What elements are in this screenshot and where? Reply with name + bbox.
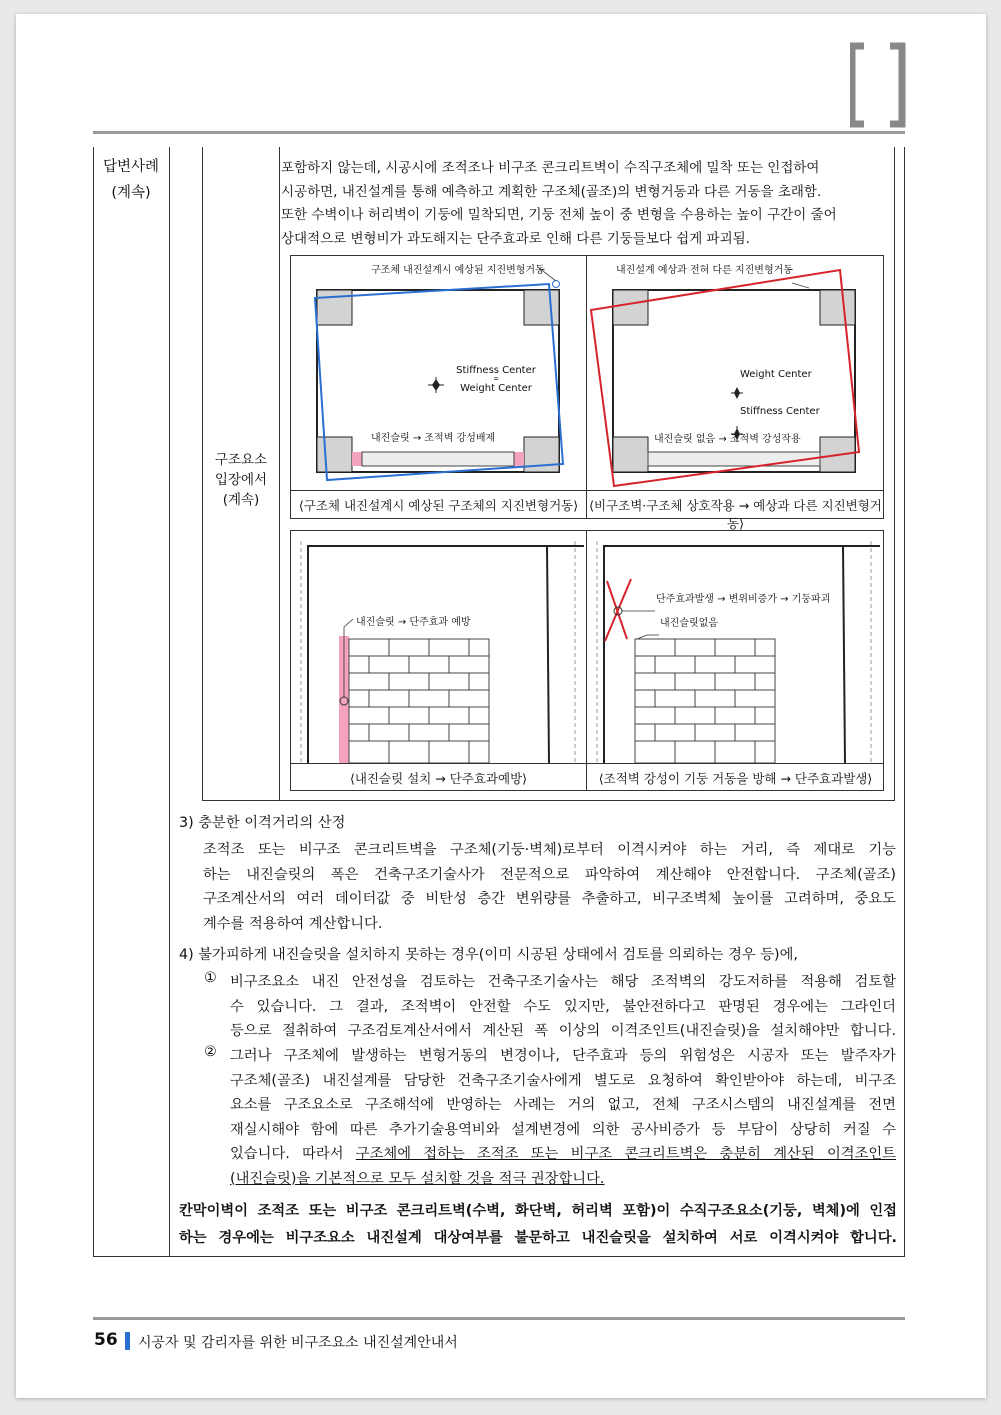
fig1-top-label: 구조체 내진설계시 예상된 지진변형거동	[371, 265, 545, 276]
fig2-drawing	[587, 256, 884, 490]
header-rule	[93, 131, 905, 134]
side-label	[203, 450, 279, 510]
fig3-drawing	[291, 531, 586, 763]
text-line: 요소를 구조요소로 구조해석에 반영하는 사례는 거의 없고, 전체 구조시스템의 내진설계를 전면	[230, 1097, 896, 1113]
item-2-marker: ②	[204, 1044, 217, 1060]
footer-rule	[93, 1317, 905, 1320]
fig4-label2: 내진슬릿없음	[660, 618, 718, 629]
text-line	[230, 1142, 896, 1167]
text-line: 하는 내진슬릿의 폭은 건축구조기술사가 전문적으로 파악하여 계산해야 안전합니다. 구조체(골조)	[203, 866, 896, 883]
page-number: 56	[94, 1330, 118, 1350]
fig2-slit-label: 내진슬릿 없음 → 조적벽 강성작용	[654, 434, 801, 445]
answer-label-cont: (계속)	[111, 185, 151, 201]
fig2-stiffness-label: Stiffness Center	[740, 406, 820, 417]
fig3-caption: ⟨내진슬릿 설치 → 단주효과예방⟩	[349, 771, 528, 786]
fig1-caption: ⟨구조체 내진설계시 예상된 구조체의 지진변형거동⟩	[298, 498, 579, 513]
text-line: 구조체(골조) 내진설계를 담당한 건축구조기술사에게 별도로 요청하여 확인받아야 하는데, 비구조	[230, 1072, 896, 1089]
text-line: 재실시해야 함에 따른 추가기술용역비와 설계변경에 의한 공사비증가 등 부담이 상당히 커질 수	[230, 1121, 896, 1138]
fig2-top-label: 내진설계 예상과 전혀 다른 지진변형거동	[616, 265, 793, 276]
recommendation-underline: (내진슬릿)을 기본적으로 모두 설치할 것을 적극 권장합니다.	[230, 1170, 605, 1187]
footer-title: 시공자 및 감리자를 위한 비구조요소 내진설계안내서	[138, 1335, 458, 1351]
item-1-marker: ①	[204, 970, 217, 986]
table-divider	[169, 147, 170, 1257]
side-label-line: 구조요소	[214, 452, 268, 468]
side-label-line: 입장에서	[214, 472, 268, 488]
item-2-body	[230, 1044, 896, 1191]
text-line: 구조계산서의 여러 데이터값 중 비탄성 층간 변위량를 추출하고, 비구조벽체 높이를 고려하며, 중요도	[203, 891, 896, 907]
conclusion	[179, 1198, 897, 1252]
text-line: 상대적으로 변형비가 과도해지는 단주효과로 인해 다른 기둥들보다 쉽게 파괴됨.	[281, 230, 750, 247]
recommendation-underline: 구조체에 접하는 조적조 또는 비구조 콘크리트벽은 충분히 계산된 이격조인트	[355, 1146, 896, 1162]
side-label-line: (계속)	[222, 492, 260, 508]
conclusion-line: 칸막이벽이 조적조 또는 비구조 콘크리트벽(수벽, 화단벽, 허리벽 포함)이 수직구조요소(기둥, 벽체)에 인접	[179, 1203, 897, 1219]
section-4-title: 4) 불가피하게 내진슬릿을 설치하지 못하는 경우(이미 시공된 상태에서 검토를 의뢰하는 경우 등)에,	[179, 947, 798, 963]
document-page	[16, 14, 986, 1398]
intro-paragraph	[281, 157, 893, 251]
section-3-title: 3) 충분한 이격거리의 산정	[179, 815, 346, 831]
text-line: 비구조요소 내진 안전성을 검토하는 건축구조기술사는 해당 조적벽의 강도저하를 적용해 검토할	[230, 974, 896, 990]
text-plain: 있습니다. 따라서	[230, 1146, 356, 1162]
text-line: 등으로 절취하여 구조검토계산서에서 계산된 폭 이상의 이격조인트(내진슬릿)을 설치해야만 합니다.	[230, 1023, 896, 1039]
fig1-center-line: =	[493, 375, 499, 383]
answer-label	[93, 154, 169, 206]
text-line: 포함하지 않는데, 시공시에 조적조나 비구조 콘크리트벽이 수직구조체에 밀착 또는 인접하여	[281, 160, 820, 176]
conclusion-line: 하는 경우에는 비구조요소 내진설계 대상여부를 불문하고 내진슬릿을 설치하여 서로 이격시켜야 합니다.	[179, 1230, 897, 1246]
fig2-caption: ⟨비구조벽·구조체 상호작용 → 예상과 다른 지진변형거동⟩	[589, 498, 882, 531]
fig4-caption: ⟨조적벽 강성이 기둥 거동을 방해 → 단주효과발생⟩	[598, 771, 873, 786]
fig1-center-line: Weight Center	[460, 383, 532, 394]
text-line: 수 있습니다. 그 결과, 조적벽이 안전할 수도 있지만, 불안전하다고 판명된 경우에는 그라인더	[230, 998, 896, 1015]
fig3-label: 내진슬릿 → 단주효과 예방	[356, 617, 471, 628]
fig1-slit-label: 내진슬릿 → 조적벽 강성배제	[371, 433, 496, 444]
text-line: 또한 수벽이나 허리벽이 기둥에 밀착되면, 기둥 전체 높이 중 변형을 수용하는 높이 구간이 줄어	[281, 207, 837, 223]
caption-rule	[290, 490, 884, 491]
text-line: 그러나 구조체에 발생하는 변형거동의 변경이나, 단주효과 등의 위험성은 시공자 또는 발주자가	[230, 1048, 896, 1064]
item-1-body	[230, 970, 896, 1044]
chapter-tab-icon	[850, 42, 910, 128]
fig2-weight-label: Weight Center	[740, 369, 812, 380]
fig1-center-line: Stiffness Center	[456, 365, 536, 376]
fig1-center-label	[441, 365, 551, 394]
text-line: 시공하면, 내진설계를 통해 예측하고 계획한 구조체(골조)의 변형거동과 다른 거동을 초래함.	[281, 183, 822, 200]
footer-accent-bar	[125, 1332, 130, 1350]
inner-divider	[279, 147, 280, 801]
answer-label-text: 답변사례	[102, 159, 160, 175]
fig4-drawing	[587, 531, 884, 763]
fig4-label1: 단주효과발생 → 변위비증가 → 기둥파괴	[656, 594, 831, 605]
text-line	[230, 1167, 896, 1192]
section-3-body	[203, 838, 896, 936]
caption-rule	[290, 763, 884, 764]
text-line: 조적조 또는 비구조 콘크리트벽을 구조체(기둥·벽체)로부터 이격시켜야 하는 거리, 즉 제대로 기능	[203, 842, 896, 858]
text-line: 계수를 적용하여 계산합니다.	[203, 915, 383, 932]
